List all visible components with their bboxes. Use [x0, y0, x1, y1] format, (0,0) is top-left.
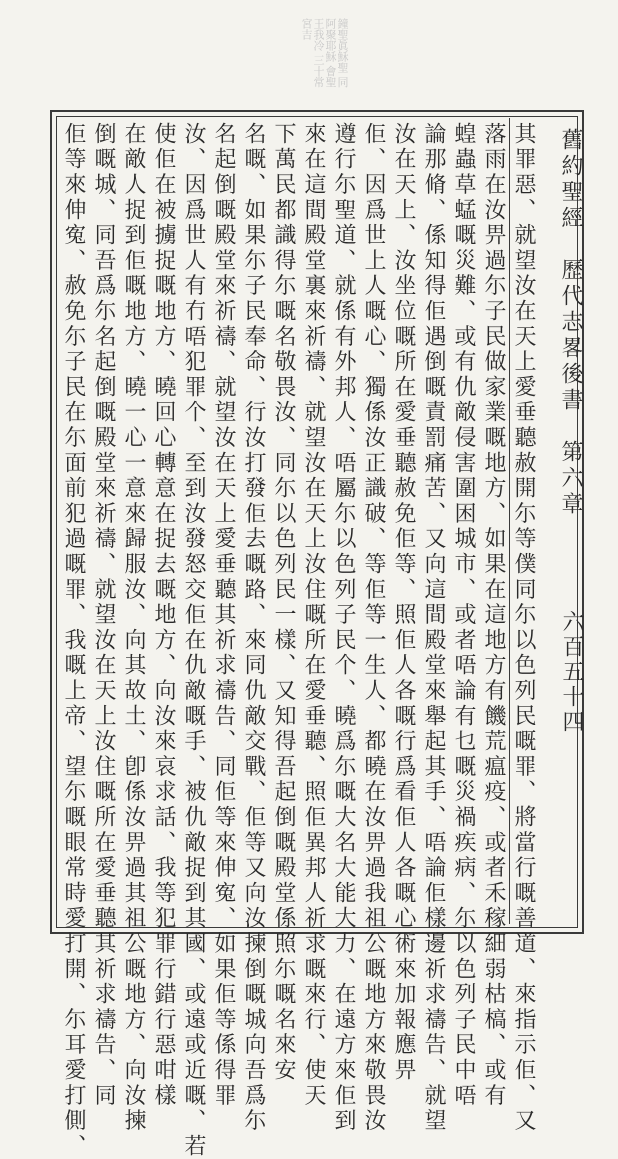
- text-column-13: 使佢在被擄捉嘅地方、曉回心轉意在捉去嘅地方、向汝來哀求話、我等犯罪行錯行惡咁樣: [151, 122, 176, 1109]
- text-column-7: 遵行尓聖道、就係有外邦人、唔屬尓以色列子民个、曉爲尓嘅大名大能大力、在遠方來佢到: [331, 122, 356, 1134]
- text-column-1: 其罪惡、就望汝在天上愛垂聽赦開尓等僕同尓以色列民嘅罪、將當行嘅善道、來指示佢、又: [511, 122, 536, 1134]
- text-column-16: 佢等來伸寃、赦免尓子民在尓面前犯過嘅罪、我嘅上帝、望尓嘅眼常時愛打開、尓耳愛打側、: [61, 122, 86, 1159]
- text-column-11: 名起倒嘅殿堂來祈禱、就望汝在天上愛垂聽其祈求禱告、同佢等來伸寃、如果佢等係得罪: [211, 122, 236, 1109]
- text-column-10: 名嘅、如果尓子民奉命、行汝打發佢去嘅路、來同仇敵交戰、佢等又向汝揀倒嘅城向吾爲尓: [241, 122, 266, 1134]
- bleed-through-line: 同阿聚耶穌: [324, 18, 349, 88]
- text-column-9: 下萬民都識得尓嘅名敬畏汝、同尓以色列民一樣、又知得吾起倒嘅殿堂係照尓嘅名來安: [271, 122, 296, 1084]
- book-title: 舊約聖經: [558, 128, 583, 232]
- header-divider: [509, 118, 510, 924]
- text-column-14: 在敵人捉到佢嘅地方、曉一心一意來歸服汝、向其故土、卽係汝畀過其祖公嘅地方、向汝揀: [121, 122, 146, 1134]
- text-column-5: 汝在天上、汝坐位嘅所在愛垂聽赦免佢等、照佢人各嘅行爲看佢人各嘅心術來加報應畀: [391, 122, 416, 1084]
- bleed-through-line: 鐘聖眞穌聖: [336, 18, 349, 73]
- text-column-4: 論那脩、係知得佢遇倒嘅責罰痛苦、又向這間殿堂來舉起其手、唔論佢樣邊祈求禱告、就望: [421, 122, 446, 1134]
- text-column-12: 汝、因爲世人有冇唔犯罪个、至到汝發怒交佢在仇敵嘅手、被仇敵捉到其國、或遠或近嘅、若: [181, 122, 206, 1159]
- text-column-15: 倒嘅城、同吾爲尓名起倒嘅殿堂來祈禱、就望汝在天上汝住嘅所在愛垂聽其祈求禱告、同: [91, 122, 116, 1109]
- text-column-3: 蝗蟲草蜢嘅災難、或有仇敵侵害圍困城市、或者唔論有乜嘅災禍疾病、尓以色列子民中唔: [451, 122, 476, 1109]
- text-column-6: 佢、因爲世上人嘅心、獨係汝正識破、等佢等一生人、都曉在汝畀過我祖公嘅地方來敬畏汝: [361, 122, 386, 1134]
- text-column-2: 落雨在汝畀過尓子民做家業嘅地方、如果在這地方有饑荒瘟疫、或者禾稼細弱枯槁、或有: [481, 122, 506, 1109]
- bleed-through-line: 三十常宮吉: [300, 18, 325, 88]
- page-number: 六百五十四: [559, 610, 584, 735]
- bleed-through-text: [238, 18, 348, 88]
- text-column-8: 來在這間殿堂裏來祈禱、就望汝在天上汝住嘅所在愛垂聽、照佢異邦人祈求嘅來行、使天: [301, 122, 326, 1109]
- chapter-ref: 歷代志畧後書: [558, 258, 583, 414]
- bleed-through-line: 會聖王我冷: [312, 18, 337, 88]
- chapter-number: 第六章: [558, 440, 583, 518]
- running-header: [555, 128, 586, 518]
